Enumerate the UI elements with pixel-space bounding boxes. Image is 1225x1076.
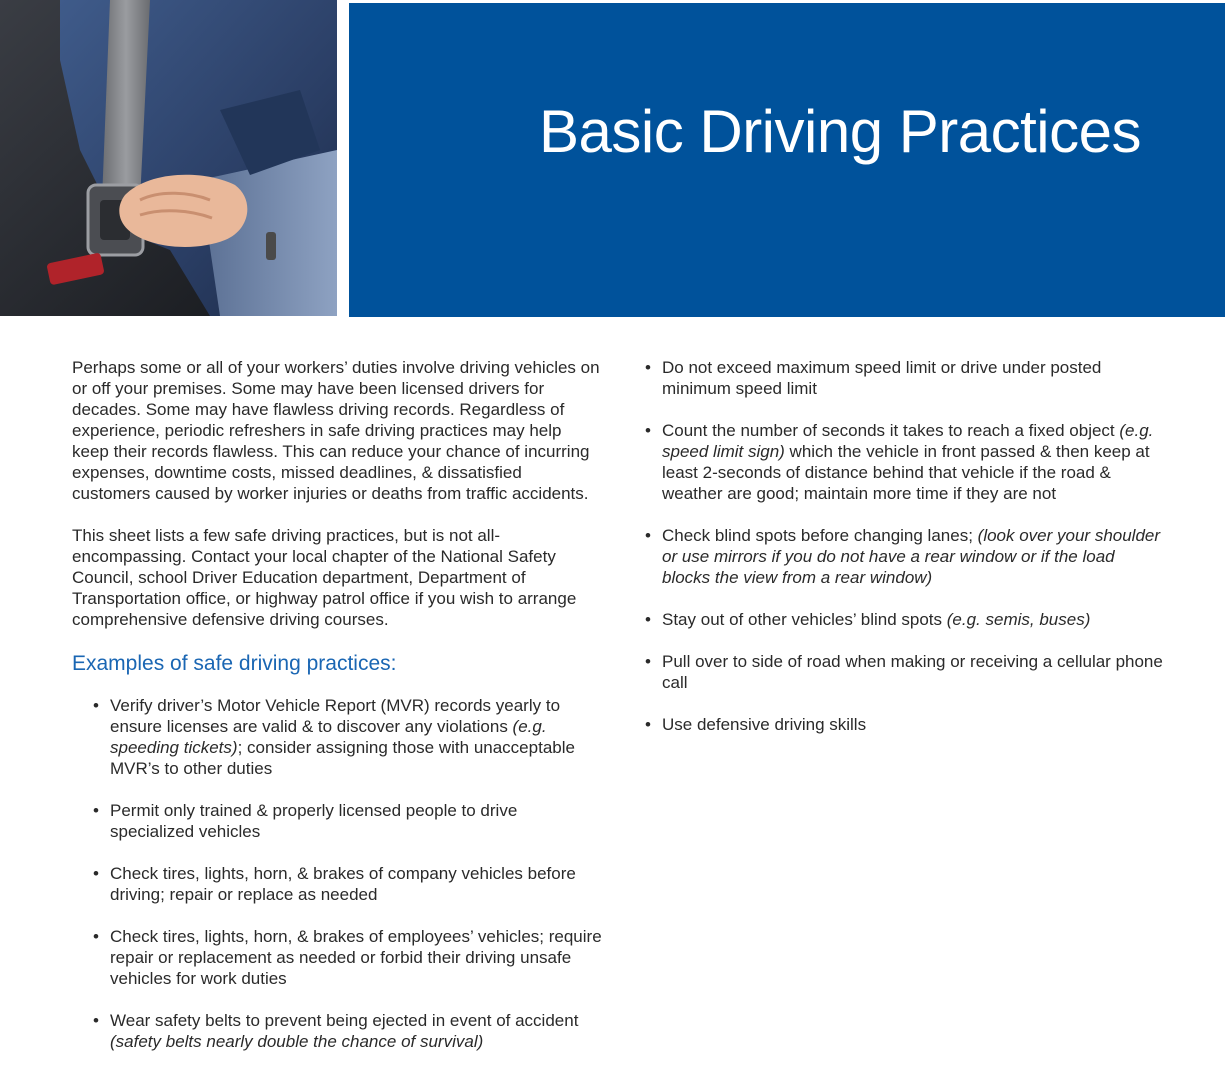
- right-bullet-list: [646, 357, 1166, 735]
- bullet-icon: •: [645, 715, 651, 734]
- list-item: • Do not exceed maximum speed limit or drive under posted minimum speed limit: [645, 358, 1102, 398]
- bullet-icon: •: [93, 927, 99, 946]
- list-item: • Wear safety belts to prevent being ejected in event of accident (safety belts nearly double the chance of survival): [93, 1011, 579, 1051]
- bullet-icon: •: [93, 864, 99, 883]
- left-column: [72, 357, 602, 1073]
- seatbelt-photo: [0, 0, 337, 316]
- list-item: • Permit only trained & properly licensed people to drive specialized vehicles: [93, 801, 518, 841]
- intro-paragraph-2: This sheet lists a few safe driving practices, but is not all-encompassing. Contact your local chapter of the National Safety Council, school Driver Education department, Department of Transportation office, or highway patrol office if you wish to arrange comprehensive defensive driving courses.: [72, 526, 577, 629]
- bullet-icon: •: [645, 610, 651, 629]
- list-item: • Stay out of other vehicles’ blind spots (e.g. semis, buses): [645, 610, 1091, 629]
- bullet-icon: •: [645, 421, 651, 440]
- page-title: Basic Driving Practices: [538, 98, 1141, 165]
- bullet-icon: •: [645, 652, 651, 671]
- list-item: • Check blind spots before changing lanes; (look over your shoulder or use mirrors if you do not have a rear window or if the load blocks the view from a rear window): [645, 526, 1161, 587]
- intro-paragraph-1: Perhaps some or all of your workers’ duties involve driving vehicles on or off your premises. Some may have been licensed drivers for decades. Some may have flawless driving records. Regardless of experience, periodic refreshers in safe driving practices may help keep their records flawless. This can reduce your chance of incurring expenses, downtime costs, missed deadlines, & dissatisfied customers caused by worker injuries or deaths from traffic accidents.: [72, 358, 600, 503]
- bullet-icon: •: [93, 801, 99, 820]
- list-item: • Check tires, lights, horn, & brakes of employees’ vehicles; require repair or replacement as needed or forbid their driving unsafe vehicles for work duties: [93, 927, 602, 988]
- left-bullet-list: [72, 695, 602, 1052]
- bullet-icon: •: [645, 358, 651, 377]
- right-column: [646, 357, 1166, 756]
- list-item: • Verify driver’s Motor Vehicle Report (MVR) records yearly to ensure licenses are valid & to discover any violations (e.g. speeding tickets); consider assigning those with unacceptable MVR’s to other duties: [93, 696, 575, 778]
- bullet-icon: •: [93, 696, 99, 715]
- title-banner: [349, 3, 1225, 317]
- section-heading: Examples of safe driving practices:: [72, 652, 397, 675]
- list-item: • Pull over to side of road when making or receiving a cellular phone call: [645, 652, 1163, 692]
- bullet-icon: •: [645, 526, 651, 545]
- list-item: • Use defensive driving skills: [645, 715, 867, 734]
- seatbelt-photo-art: [0, 0, 337, 316]
- bullet-icon: •: [93, 1011, 99, 1030]
- list-item: • Count the number of seconds it takes to reach a fixed object (e.g. speed limit sign) which the vehicle in front passed & then keep at least 2-seconds of distance behind that vehicle if the road & weather are good; maintain more time if they are not: [645, 421, 1154, 503]
- list-item: • Check tires, lights, horn, & brakes of company vehicles before driving; repair or replace as needed: [93, 864, 576, 904]
- header: [0, 0, 1225, 317]
